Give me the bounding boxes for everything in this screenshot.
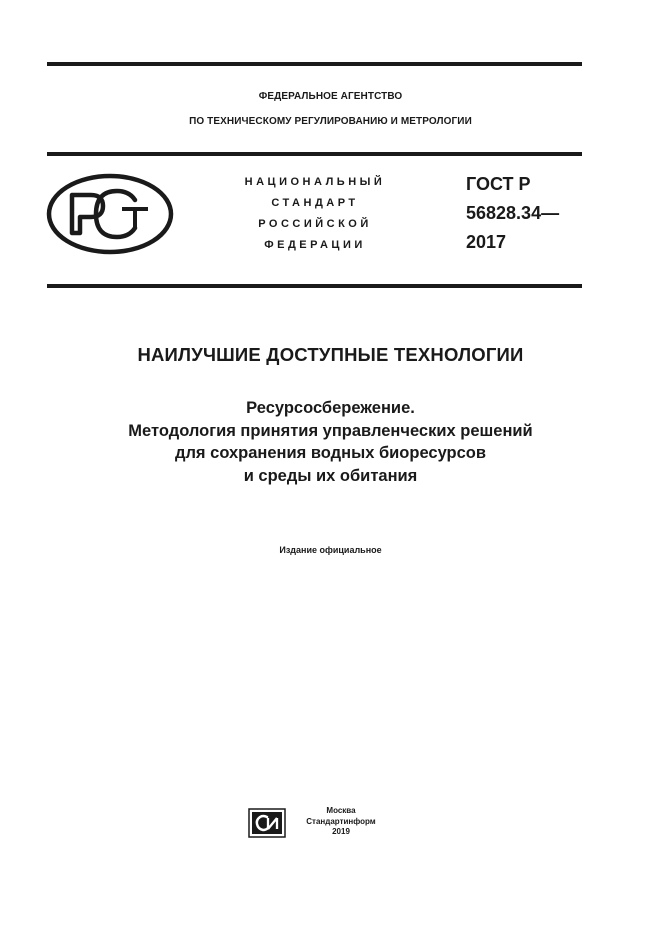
standard-year: 2017 (466, 232, 507, 252)
standartinform-logo-icon (248, 808, 286, 838)
standard-number-block (466, 170, 559, 257)
publisher-city: Москва (326, 806, 356, 815)
edition-label: Издание официальное (279, 545, 382, 555)
subtitle-line: Методология принятия управленческих решений (128, 421, 533, 440)
publication-year: 2019 (332, 827, 350, 836)
document-subtitle (0, 397, 661, 487)
header-bottom-rule (47, 284, 582, 288)
publisher-name: Стандартинформ (306, 816, 376, 826)
standard-type-line: ФЕДЕРАЦИИ (264, 239, 366, 251)
top-rule (47, 62, 582, 66)
header-rule (47, 152, 582, 156)
standard-type-line: СТАНДАРТ (271, 197, 359, 209)
agency-name-line2: ПО ТЕХНИЧЕСКОМУ РЕГУЛИРОВАНИЮ И МЕТРОЛОГИИ (189, 116, 472, 127)
standard-designation: ГОСТ Р (466, 174, 531, 194)
standard-type-line: НАЦИОНАЛЬНЫЙ (244, 176, 386, 188)
rst-certification-mark-icon (46, 173, 174, 255)
standard-type-block (205, 172, 425, 256)
subtitle-line: Ресурсосбережение. (246, 399, 415, 417)
subtitle-line: для сохранения водных биоресурсов (174, 444, 487, 462)
standard-type-line: РОССИЙСКОЙ (258, 218, 372, 230)
publisher-block (293, 806, 389, 838)
subtitle-line: и среды их обитания (243, 466, 418, 485)
agency-name-line1: ФЕДЕРАЛЬНОЕ АГЕНТСТВО (258, 91, 403, 102)
document-title: НАИЛУЧШИЕ ДОСТУПНЫЕ ТЕХНОЛОГИИ (137, 344, 524, 365)
standard-number: 56828.34— (466, 203, 560, 223)
